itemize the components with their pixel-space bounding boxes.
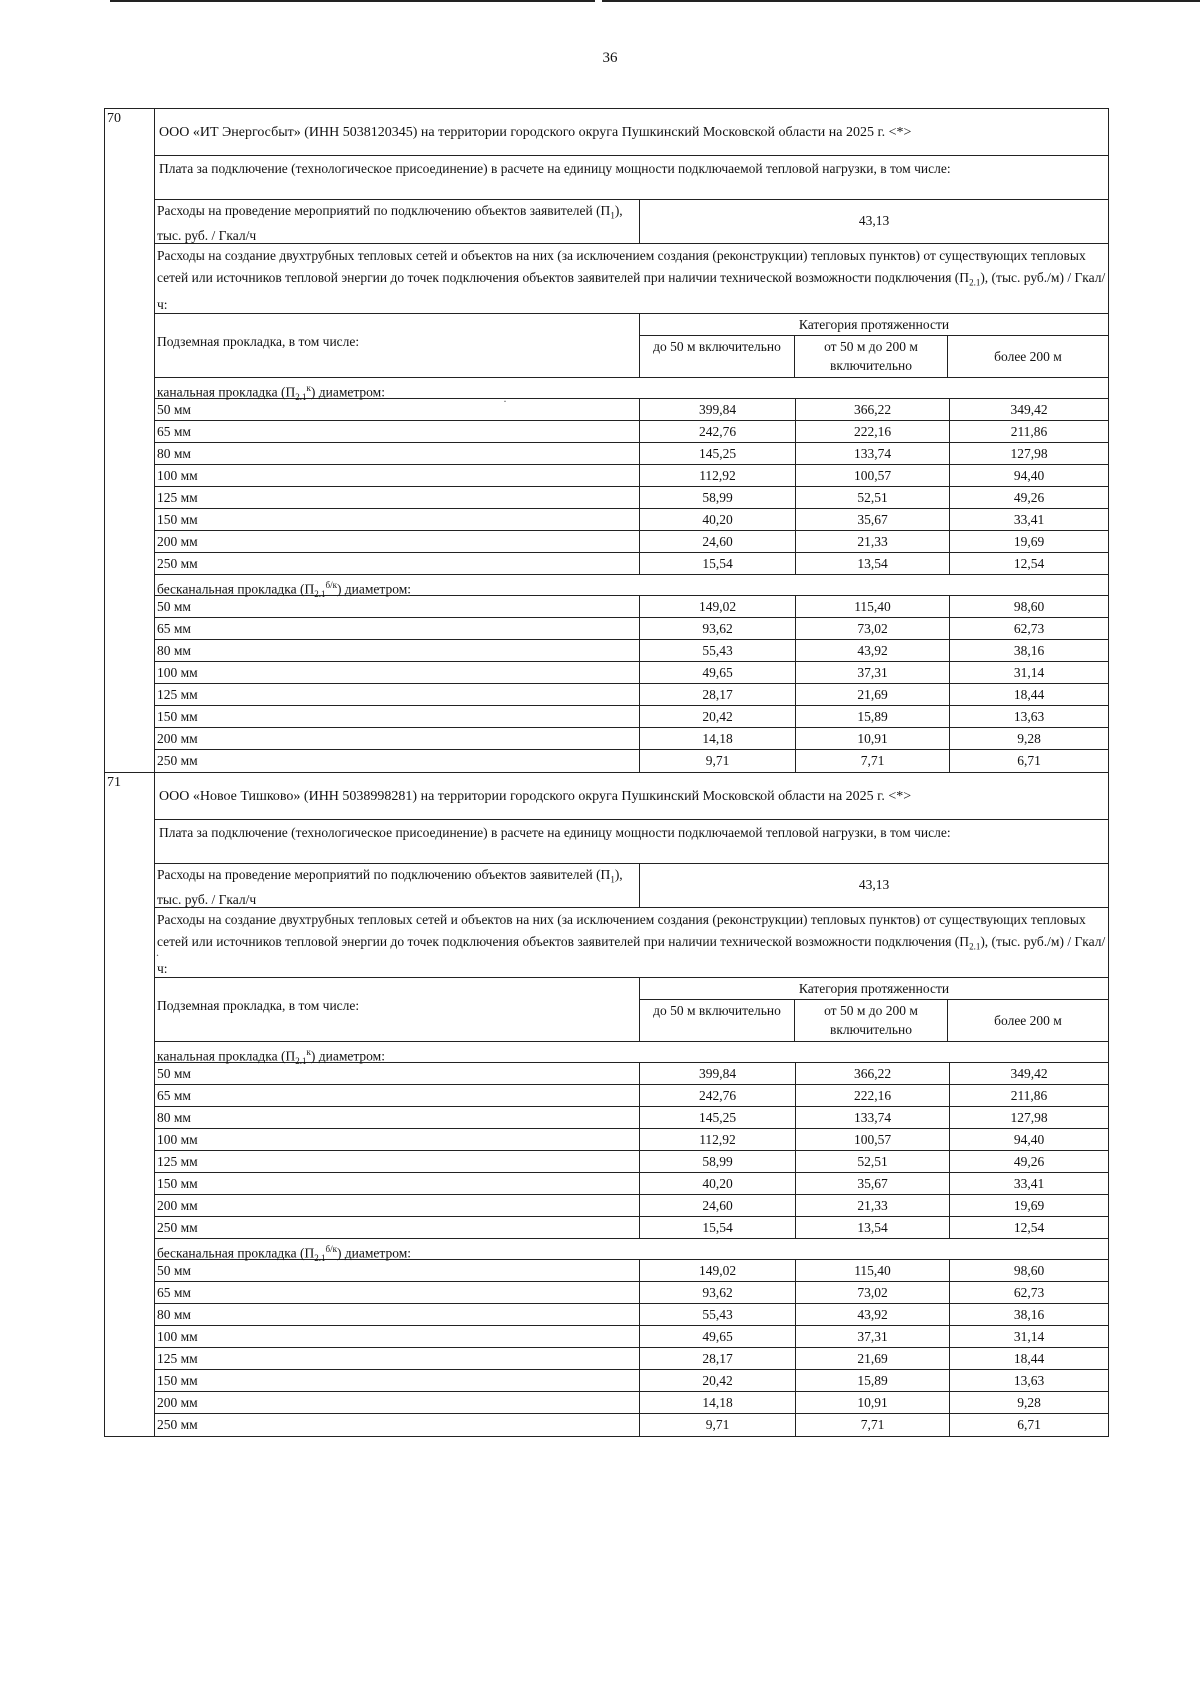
p1-label-a: Расходы на проведение мероприятий по подключению объектов заявителей (П bbox=[157, 203, 611, 218]
value-50-200: 7,71 bbox=[796, 1414, 950, 1436]
value-up-to-50: 242,76 bbox=[640, 421, 796, 442]
table-row bbox=[155, 1217, 1108, 1239]
diameter-label: 80 мм bbox=[155, 443, 640, 464]
col-header-over-200: более 200 м bbox=[994, 349, 1062, 364]
p1-label-b: ), тыс. руб. / Гкал/ч bbox=[157, 867, 623, 907]
table-row bbox=[155, 596, 1108, 618]
value-50-200: 73,02 bbox=[796, 1282, 950, 1303]
value-over-200: 62,73 bbox=[1013, 1285, 1045, 1300]
value-over-200: 33,41 bbox=[1013, 512, 1045, 527]
diameter-label: 100 мм bbox=[155, 465, 640, 486]
diameter-label: 65 мм bbox=[155, 1085, 640, 1106]
value-50-200: 21,33 bbox=[796, 531, 950, 552]
table-row bbox=[155, 443, 1108, 465]
table-row bbox=[155, 684, 1108, 706]
value-over-200: 49,26 bbox=[1013, 490, 1045, 505]
table-row bbox=[155, 1326, 1108, 1348]
value-over-200: 98,60 bbox=[1013, 599, 1045, 614]
value-over-200: 18,44 bbox=[1013, 1351, 1045, 1366]
entity-title bbox=[155, 773, 1108, 820]
category-caption: Категория протяженности bbox=[640, 314, 1108, 336]
category-header bbox=[155, 314, 1108, 378]
category-grid bbox=[640, 978, 1108, 1041]
table-row bbox=[155, 1151, 1108, 1173]
value-50-200: 15,89 bbox=[796, 706, 950, 727]
table-row bbox=[155, 1063, 1108, 1085]
diameter-label: 65 мм bbox=[155, 1282, 640, 1303]
table-row bbox=[155, 662, 1108, 684]
channel-group-heading bbox=[155, 1042, 1108, 1067]
p2-heading-a: Расходы на создание двухтрубных тепловых сетей и объектов на них (за исключением создания (реконструкции) тепловых пунктов) от существующих тепловых сетей или источников тепловой энергии до точек подключения объектов заявителей при наличии технической возможности подключения (П bbox=[157, 912, 1086, 949]
value-50-200: 21,69 bbox=[796, 1348, 950, 1369]
table-row bbox=[155, 1392, 1108, 1414]
value-50-200: 43,92 bbox=[796, 640, 950, 661]
value-up-to-50: 9,71 bbox=[640, 1414, 796, 1436]
nochannel-group-heading bbox=[155, 1239, 1108, 1264]
value-up-to-50: 20,42 bbox=[640, 706, 796, 727]
row-number: 71 bbox=[105, 773, 155, 1436]
value-up-to-50: 20,42 bbox=[640, 1370, 796, 1391]
value-up-to-50: 9,71 bbox=[640, 750, 796, 772]
value-up-to-50: 24,60 bbox=[640, 531, 796, 552]
table-row bbox=[155, 487, 1108, 509]
diameter-label: 80 мм bbox=[155, 1304, 640, 1325]
value-over-200: 31,14 bbox=[1013, 1329, 1045, 1344]
diameter-label: 150 мм bbox=[155, 509, 640, 530]
value-50-200: 100,57 bbox=[796, 1129, 950, 1150]
table-row bbox=[155, 1085, 1108, 1107]
fee-heading-text: Плата за подключение (технологическое присоединение) в расчете на единицу мощности подключаемой тепловой нагрузки, в том числе: bbox=[159, 825, 951, 840]
tariff-table bbox=[104, 108, 1109, 1437]
channel-group-heading-sub: 2.1 bbox=[295, 1056, 307, 1067]
p1-row bbox=[155, 864, 1108, 908]
value-50-200: 13,54 bbox=[796, 553, 950, 574]
value-50-200: 366,22 bbox=[796, 1063, 950, 1084]
value-50-200: 35,67 bbox=[796, 509, 950, 530]
diameter-label: 125 мм bbox=[155, 1151, 640, 1172]
value-over-200: 6,71 bbox=[1017, 1417, 1041, 1432]
p2-heading bbox=[155, 244, 1108, 314]
table-row bbox=[155, 1107, 1108, 1129]
value-up-to-50: 149,02 bbox=[640, 1260, 796, 1281]
table-row bbox=[155, 1348, 1108, 1370]
nochannel-group-heading-a: бесканальная прокладка (П bbox=[157, 1245, 315, 1261]
diameter-label: 200 мм bbox=[155, 1195, 640, 1216]
value-over-200: 19,69 bbox=[1013, 534, 1045, 549]
row-number: 70 bbox=[105, 109, 155, 772]
value-50-200: 10,91 bbox=[796, 1392, 950, 1413]
p1-label-sub: 1 bbox=[610, 210, 615, 221]
diameter-label: 50 мм bbox=[155, 596, 640, 617]
nochannel-group-heading-sub: 2.1 bbox=[314, 589, 326, 600]
channel-group-heading-b: ) диаметром: bbox=[310, 384, 385, 400]
value-over-200: 127,98 bbox=[1010, 1110, 1048, 1125]
entity-title-text: ООО «ИТ Энергосбыт» (ИНН 5038120345) на территории городского округа Пушкинский Московской области на 2025 г. <*> bbox=[159, 125, 912, 140]
table-row bbox=[155, 553, 1108, 575]
nochannel-group-heading bbox=[155, 575, 1108, 600]
value-over-200: 31,14 bbox=[1013, 665, 1045, 680]
value-over-200: 9,28 bbox=[1017, 731, 1041, 746]
value-over-200: 12,54 bbox=[1013, 1220, 1045, 1235]
col-header-50-200: от 50 м до 200 м включительно bbox=[795, 1000, 948, 1041]
channel-group-heading-sup: к bbox=[306, 383, 311, 393]
value-up-to-50: 399,84 bbox=[640, 1063, 796, 1084]
value-over-200: 49,26 bbox=[1013, 1154, 1045, 1169]
diameter-label: 200 мм bbox=[155, 531, 640, 552]
value-up-to-50: 55,43 bbox=[640, 640, 796, 661]
p1-label-sub: 1 bbox=[610, 874, 615, 885]
value-up-to-50: 112,92 bbox=[640, 465, 796, 486]
diameter-label: 125 мм bbox=[155, 487, 640, 508]
value-over-200: 98,60 bbox=[1013, 1263, 1045, 1278]
value-over-200: 211,86 bbox=[1010, 1088, 1048, 1103]
value-up-to-50: 93,62 bbox=[640, 618, 796, 639]
value-up-to-50: 49,65 bbox=[640, 662, 796, 683]
nochannel-group-heading-sub: 2.1 bbox=[314, 1253, 326, 1264]
p2-heading-a: Расходы на создание двухтрубных тепловых сетей и объектов на них (за исключением создания (реконструкции) тепловых пунктов) от существующих тепловых сетей или источников тепловой энергии до точек подключения объектов заявителей при наличии технической возможности подключения (П bbox=[157, 248, 1086, 285]
value-up-to-50: 15,54 bbox=[640, 1217, 796, 1238]
value-over-200: 12,54 bbox=[1013, 556, 1045, 571]
value-50-200: 21,69 bbox=[796, 684, 950, 705]
value-up-to-50: 145,25 bbox=[640, 443, 796, 464]
value-up-to-50: 145,25 bbox=[640, 1107, 796, 1128]
value-50-200: 133,74 bbox=[796, 1107, 950, 1128]
p1-label bbox=[155, 200, 640, 243]
value-50-200: 52,51 bbox=[796, 1151, 950, 1172]
value-up-to-50: 24,60 bbox=[640, 1195, 796, 1216]
table-row bbox=[155, 399, 1108, 421]
channel-group-heading-sub: 2.1 bbox=[295, 392, 307, 403]
table-row bbox=[155, 750, 1108, 772]
value-50-200: 100,57 bbox=[796, 465, 950, 486]
page-number: 36 bbox=[602, 50, 618, 66]
entity-title bbox=[155, 109, 1108, 156]
diameter-label: 50 мм bbox=[155, 1260, 640, 1281]
value-over-200: 13,63 bbox=[1013, 709, 1045, 724]
diameter-label: 50 мм bbox=[155, 1063, 640, 1084]
p1-label-a: Расходы на проведение мероприятий по подключению объектов заявителей (П bbox=[157, 867, 611, 882]
diameter-label: 65 мм bbox=[155, 421, 640, 442]
value-over-200: 211,86 bbox=[1010, 424, 1048, 439]
entity-section bbox=[105, 773, 1108, 1437]
table-row bbox=[155, 1414, 1108, 1436]
col-header-up-to-50: до 50 м включительно bbox=[640, 1000, 795, 1041]
p1-label bbox=[155, 864, 640, 907]
value-up-to-50: 399,84 bbox=[640, 399, 796, 420]
p2-heading-b: ), (тыс. руб./м) / Гкал/ч: bbox=[157, 270, 1106, 312]
diameter-label: 250 мм bbox=[155, 1217, 640, 1238]
p2-heading bbox=[155, 908, 1108, 978]
table-row bbox=[155, 1173, 1108, 1195]
value-50-200: 37,31 bbox=[796, 662, 950, 683]
scan-top-line-right bbox=[602, 0, 1200, 2]
value-up-to-50: 149,02 bbox=[640, 596, 796, 617]
fee-heading-text: Плата за подключение (технологическое присоединение) в расчете на единицу мощности подключаемой тепловой нагрузки, в том числе: bbox=[159, 161, 951, 176]
diameter-label: 250 мм bbox=[155, 750, 640, 772]
diameter-label: 150 мм bbox=[155, 706, 640, 727]
table-row bbox=[155, 1304, 1108, 1326]
col-header-over-200: более 200 м bbox=[994, 1013, 1062, 1028]
value-50-200: 43,92 bbox=[796, 1304, 950, 1325]
col-header-up-to-50: до 50 м включительно bbox=[640, 336, 795, 377]
p1-label-b: ), тыс. руб. / Гкал/ч bbox=[157, 203, 623, 243]
channel-group-heading-b: ) диаметром: bbox=[310, 1048, 385, 1064]
entity-title-text: ООО «Новое Тишково» (ИНН 5038998281) на территории городского округа Пушкинский Московской области на 2025 г. <*> bbox=[159, 789, 912, 804]
value-over-200: 18,44 bbox=[1013, 687, 1045, 702]
table-row bbox=[155, 640, 1108, 662]
value-up-to-50: 55,43 bbox=[640, 1304, 796, 1325]
value-over-200: 9,28 bbox=[1017, 1395, 1041, 1410]
table-row bbox=[155, 421, 1108, 443]
diameter-label: 250 мм bbox=[155, 553, 640, 574]
table-row bbox=[155, 618, 1108, 640]
value-over-200: 349,42 bbox=[1010, 402, 1048, 417]
table-row bbox=[155, 706, 1108, 728]
nochannel-group-heading-b: ) диаметром: bbox=[336, 1245, 412, 1261]
value-up-to-50: 93,62 bbox=[640, 1282, 796, 1303]
table-row bbox=[155, 1195, 1108, 1217]
diameter-label: 125 мм bbox=[155, 1348, 640, 1369]
value-50-200: 73,02 bbox=[796, 618, 950, 639]
value-over-200: 19,69 bbox=[1013, 1198, 1045, 1213]
value-50-200: 366,22 bbox=[796, 399, 950, 420]
p2-heading-sub: 2.1 bbox=[969, 941, 981, 952]
underground-label: Подземная прокладка, в том числе: bbox=[155, 978, 640, 1041]
scan-speck: . bbox=[156, 945, 159, 959]
nochannel-group-heading-sup: б/к bbox=[325, 580, 337, 590]
section-body bbox=[155, 773, 1108, 1436]
value-up-to-50: 112,92 bbox=[640, 1129, 796, 1150]
value-50-200: 133,74 bbox=[796, 443, 950, 464]
diameter-label: 125 мм bbox=[155, 684, 640, 705]
channel-group-heading-a: канальная прокладка (П bbox=[157, 384, 296, 400]
value-up-to-50: 40,20 bbox=[640, 509, 796, 530]
diameter-label: 200 мм bbox=[155, 1392, 640, 1413]
channel-group-heading-sup: к bbox=[306, 1047, 311, 1057]
value-50-200: 21,33 bbox=[796, 1195, 950, 1216]
table-row bbox=[155, 1370, 1108, 1392]
diameter-label: 100 мм bbox=[155, 1129, 640, 1150]
value-50-200: 52,51 bbox=[796, 487, 950, 508]
p2-heading-b: ), (тыс. руб./м) / Гкал/ч: bbox=[157, 934, 1106, 976]
value-over-200: 94,40 bbox=[1013, 1132, 1045, 1147]
table-row bbox=[155, 728, 1108, 750]
value-50-200: 115,40 bbox=[796, 596, 950, 617]
p1-row bbox=[155, 200, 1108, 244]
table-row bbox=[155, 531, 1108, 553]
value-over-200: 349,42 bbox=[1010, 1066, 1048, 1081]
section-body bbox=[155, 109, 1108, 772]
value-up-to-50: 28,17 bbox=[640, 1348, 796, 1369]
p1-value: 43,13 bbox=[858, 877, 890, 892]
value-over-200: 13,63 bbox=[1013, 1373, 1045, 1388]
value-up-to-50: 58,99 bbox=[640, 487, 796, 508]
value-50-200: 7,71 bbox=[796, 750, 950, 772]
table-row bbox=[155, 1129, 1108, 1151]
nochannel-group-heading-a: бесканальная прокладка (П bbox=[157, 581, 315, 597]
nochannel-group-heading-b: ) диаметром: bbox=[336, 581, 412, 597]
value-50-200: 15,89 bbox=[796, 1370, 950, 1391]
table-row bbox=[155, 1260, 1108, 1282]
scan-speck: · bbox=[503, 394, 507, 408]
diameter-label: 65 мм bbox=[155, 618, 640, 639]
value-50-200: 115,40 bbox=[796, 1260, 950, 1281]
diameter-label: 100 мм bbox=[155, 662, 640, 683]
value-over-200: 38,16 bbox=[1013, 1307, 1045, 1322]
table-row bbox=[155, 509, 1108, 531]
category-columns bbox=[640, 336, 1108, 377]
diameter-label: 100 мм bbox=[155, 1326, 640, 1347]
scan-top-line-left bbox=[110, 0, 595, 2]
category-grid bbox=[640, 314, 1108, 377]
col-header-50-200: от 50 м до 200 м включительно bbox=[795, 336, 948, 377]
value-up-to-50: 40,20 bbox=[640, 1173, 796, 1194]
p1-value: 43,13 bbox=[858, 213, 890, 228]
diameter-label: 150 мм bbox=[155, 1173, 640, 1194]
value-50-200: 222,16 bbox=[796, 421, 950, 442]
diameter-label: 250 мм bbox=[155, 1414, 640, 1436]
value-50-200: 222,16 bbox=[796, 1085, 950, 1106]
category-header bbox=[155, 978, 1108, 1042]
fee-heading bbox=[155, 820, 1108, 864]
channel-group-heading bbox=[155, 378, 1108, 403]
p2-heading-sub: 2.1 bbox=[969, 277, 981, 288]
category-columns bbox=[640, 1000, 1108, 1041]
table-row bbox=[155, 1282, 1108, 1304]
value-over-200: 38,16 bbox=[1013, 643, 1045, 658]
diameter-label: 80 мм bbox=[155, 1107, 640, 1128]
value-up-to-50: 242,76 bbox=[640, 1085, 796, 1106]
fee-heading bbox=[155, 156, 1108, 200]
value-up-to-50: 49,65 bbox=[640, 1326, 796, 1347]
value-over-200: 94,40 bbox=[1013, 468, 1045, 483]
diameter-label: 150 мм bbox=[155, 1370, 640, 1391]
value-over-200: 127,98 bbox=[1010, 446, 1048, 461]
nochannel-group-heading-sup: б/к bbox=[325, 1244, 337, 1254]
diameter-label: 200 мм bbox=[155, 728, 640, 749]
value-up-to-50: 14,18 bbox=[640, 1392, 796, 1413]
value-50-200: 35,67 bbox=[796, 1173, 950, 1194]
diameter-label: 50 мм bbox=[155, 399, 640, 420]
entity-section bbox=[105, 109, 1108, 773]
value-up-to-50: 58,99 bbox=[640, 1151, 796, 1172]
value-over-200: 62,73 bbox=[1013, 621, 1045, 636]
category-caption: Категория протяженности bbox=[640, 978, 1108, 1000]
table-row bbox=[155, 465, 1108, 487]
value-50-200: 10,91 bbox=[796, 728, 950, 749]
value-up-to-50: 14,18 bbox=[640, 728, 796, 749]
value-up-to-50: 28,17 bbox=[640, 684, 796, 705]
underground-label: Подземная прокладка, в том числе: bbox=[155, 314, 640, 377]
value-over-200: 33,41 bbox=[1013, 1176, 1045, 1191]
channel-group-heading-a: канальная прокладка (П bbox=[157, 1048, 296, 1064]
value-up-to-50: 15,54 bbox=[640, 553, 796, 574]
value-50-200: 37,31 bbox=[796, 1326, 950, 1347]
value-50-200: 13,54 bbox=[796, 1217, 950, 1238]
diameter-label: 80 мм bbox=[155, 640, 640, 661]
value-over-200: 6,71 bbox=[1017, 753, 1041, 768]
